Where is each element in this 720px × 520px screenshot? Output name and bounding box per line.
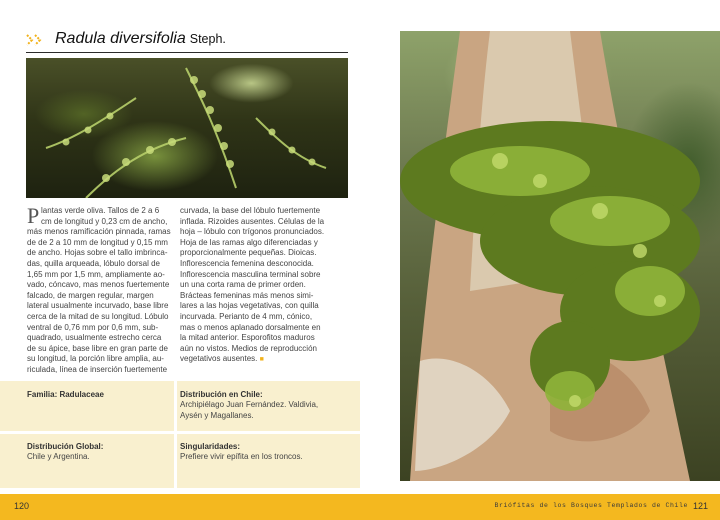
page-title <box>55 30 226 48</box>
text-line: aún no vistos. Medios de reproducción <box>180 343 317 353</box>
species-author: Steph. <box>189 32 226 46</box>
singularidades-label: Singularidades: <box>180 442 241 451</box>
text-line: Inflorescencia masculina terminal sobre <box>180 269 321 279</box>
text-line: Hoja de las ramas algo diferenciadas y <box>180 237 318 247</box>
drop-cap: P <box>27 203 40 228</box>
text-line: 1,65 mm por 1,5 mm, ampliamente ao- <box>27 269 165 279</box>
text-line: ventral de 0,76 mm por 0,6 mm, sub- <box>27 322 159 332</box>
singularidades-value: Prefiere vivir epífita en los troncos. <box>180 452 303 461</box>
text-line: un una corta rama de primer orden. <box>180 280 306 290</box>
page-number-right: 121 <box>692 501 708 511</box>
text-line: mas o menos aplanado dorsalmente en <box>180 322 321 332</box>
species-name: Radula diversifolia <box>55 30 186 47</box>
text-line: de de 2 a 10 mm de longitud y 0,15 mm <box>27 237 168 247</box>
distribucion-global-label: Distribución Global: <box>27 442 104 451</box>
tree-trunk-photo <box>400 31 720 481</box>
moss-closeup-illustration <box>26 58 348 198</box>
species-title-bar <box>26 30 348 53</box>
description-column-2 <box>180 206 330 366</box>
text-line <box>180 354 330 366</box>
text-line: de su ápice, base libre en gran parte de <box>27 343 168 353</box>
moss-closeup-photo <box>26 58 348 198</box>
text-line: vado, cóncavo, mas menos fuertemente <box>27 280 170 290</box>
info-divider <box>174 434 177 488</box>
text-line: lateral usualmente incurvado, base libre <box>27 301 169 311</box>
text-line: lares a las hojas vegetativas, con quilla <box>180 301 319 311</box>
text-line: incurvada. Perianto de 4 mm, cónico, <box>180 311 313 321</box>
familia-label: Familia: Radulaceae <box>27 390 104 399</box>
text-line: inflada. Rizoides ausentes. Células de la <box>180 216 325 226</box>
distribucion-chile-line: Aysén y Magallanes. <box>180 410 254 420</box>
text-line: curvada, la base del lóbulo fuertemente <box>180 206 321 215</box>
text-line: Inflorescencia femenina desconocida. <box>180 258 314 268</box>
text-line: la mitad anterior. Esporofitos maduros <box>180 333 315 343</box>
text-line: su longitud, la porción libre amplia, au- <box>27 354 164 364</box>
text-line: más menos ramificación pinnada, ramas <box>27 227 171 237</box>
tree-trunk-illustration <box>400 31 720 481</box>
text-line: quadrado, usualmente estrecho cerca <box>27 333 162 343</box>
distribucion-chile-line: Archipiélago Juan Fernández. Valdivia, <box>180 400 319 409</box>
text-line: cerca de la mitad de su longitud. Lóbulo <box>27 311 169 321</box>
double-chevron-icon <box>26 34 44 46</box>
text-line: das, quilla arqueada, lóbulo dorsal de <box>27 258 160 268</box>
running-title: Briófitas de los Bosques Templados de Chile <box>494 502 688 509</box>
distribucion-global-value: Chile y Argentina. <box>27 452 90 461</box>
text-line: falcado, de margen regular, margen <box>27 290 154 300</box>
text-line: riculada, línea de inserción fuertemente <box>27 364 168 374</box>
text-line: cm de longitud y 0,23 cm de ancho, <box>41 216 168 226</box>
text-line: proporcionalmente pequeñas. Dioicas. <box>180 248 317 258</box>
text-line: de ancho. Hojas sobre el tallo imbrinca- <box>27 248 168 258</box>
description-column-1 <box>27 203 177 376</box>
info-divider <box>174 381 177 431</box>
distribucion-chile-label: Distribución en Chile: <box>180 390 263 399</box>
end-of-article-icon: ■ <box>259 356 264 364</box>
info-row-2 <box>0 434 360 488</box>
text-line: lantas verde oliva. Tallos de 2 a 6 <box>41 206 160 215</box>
text-line: hoja – lóbulo con trígonos pronunciados. <box>180 227 325 237</box>
page-footer <box>0 494 720 520</box>
text-line: Brácteas femeninas más menos simi- <box>180 290 314 300</box>
distribucion-chile-value <box>180 400 318 421</box>
info-row-1 <box>0 381 360 431</box>
text-line-content: vegetativos ausentes. <box>180 354 258 364</box>
page-number-left: 120 <box>14 501 30 511</box>
